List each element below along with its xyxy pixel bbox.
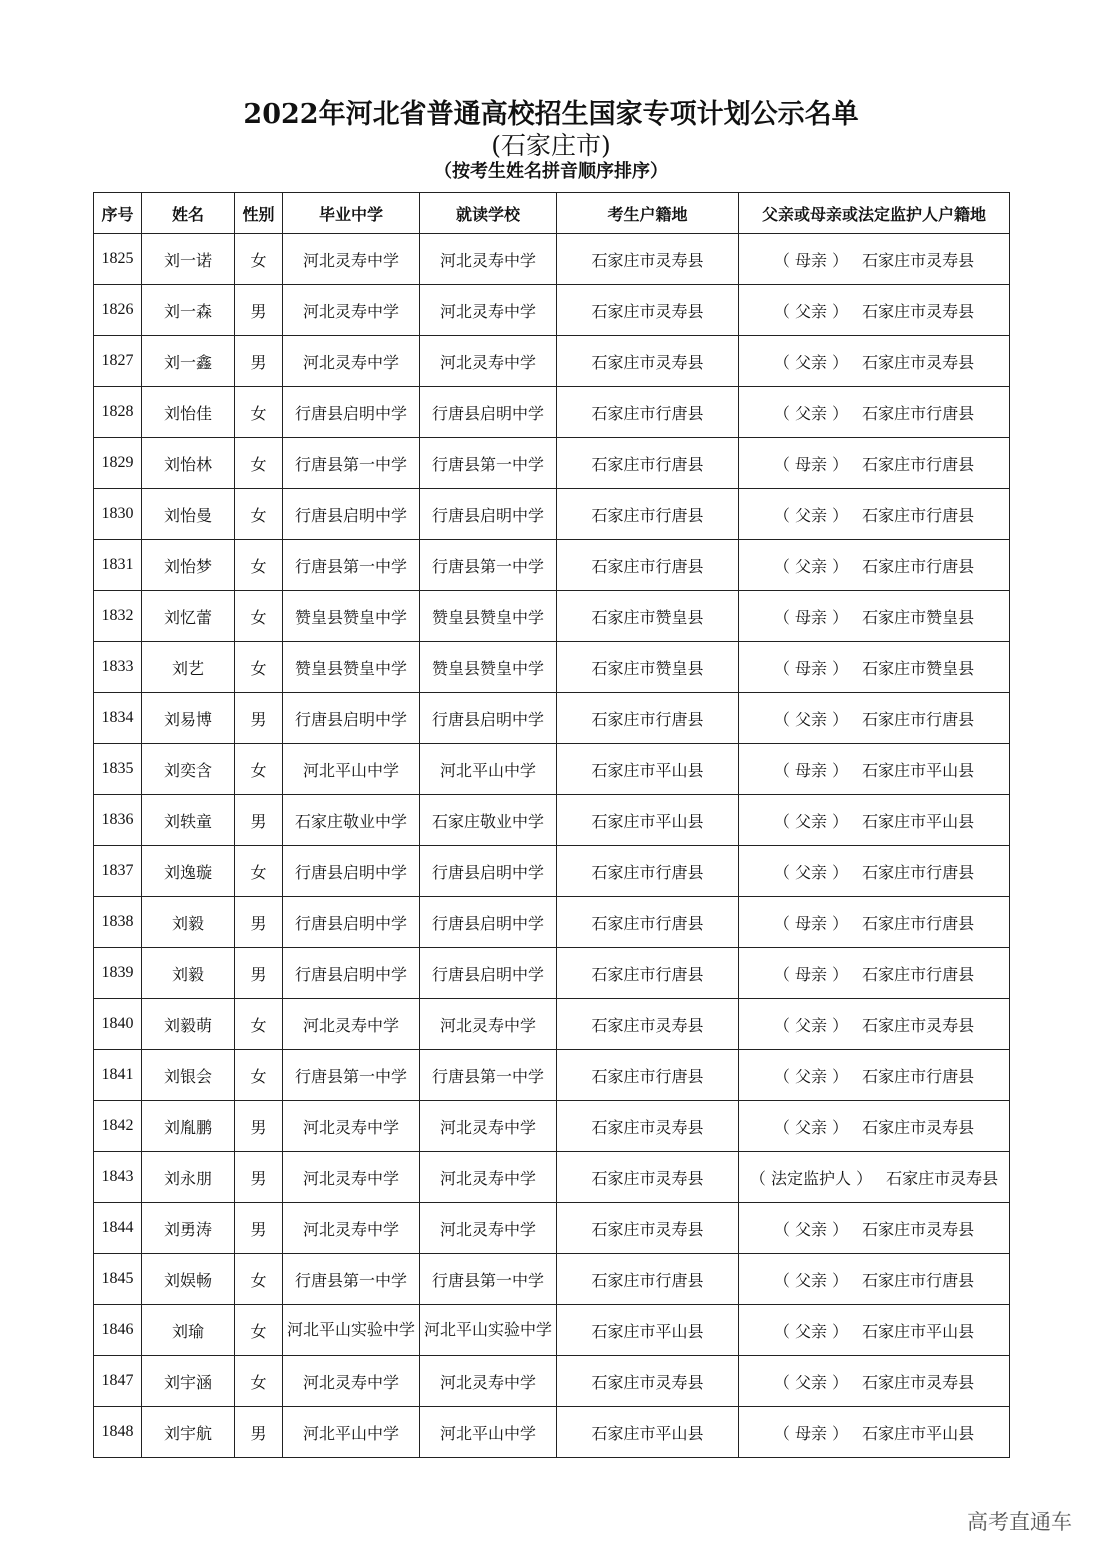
guardian-household-registration	[739, 234, 1010, 285]
student-household-registration: 石家庄市行唐县	[557, 489, 739, 540]
student-name: 刘忆蕾	[142, 591, 235, 642]
student-name: 刘怡林	[142, 438, 235, 489]
guardian-household-registration	[739, 336, 1010, 387]
gender: 女	[235, 591, 283, 642]
row-number: 1828	[94, 387, 142, 438]
current-school: 行唐县第一中学	[420, 540, 557, 591]
page-title: 2022年河北省普通高校招生国家专项计划公示名单	[243, 99, 859, 130]
current-school: 河北平山中学	[420, 1407, 557, 1458]
guardian-relation: （ 母亲 ）	[773, 913, 849, 933]
current-school: 行唐县第一中学	[420, 438, 557, 489]
guardian-relation: （ 父亲 ）	[773, 1270, 849, 1290]
table-row	[94, 234, 1010, 285]
guardian-location: 石家庄市灵寿县	[886, 1168, 999, 1188]
student-household-registration: 石家庄市行唐县	[557, 693, 739, 744]
graduation-school: 行唐县第一中学	[283, 1254, 420, 1305]
current-school: 河北平山实验中学	[420, 1305, 557, 1356]
graduation-school: 河北灵寿中学	[283, 234, 420, 285]
row-number: 1825	[94, 234, 142, 285]
student-household-registration: 石家庄市行唐县	[557, 438, 739, 489]
graduation-school: 行唐县启明中学	[283, 693, 420, 744]
current-school: 河北灵寿中学	[420, 999, 557, 1050]
guardian-household-registration	[739, 1305, 1010, 1356]
gender: 女	[235, 744, 283, 795]
student-household-registration: 石家庄市灵寿县	[557, 999, 739, 1050]
table-row	[94, 897, 1010, 948]
gender: 女	[235, 999, 283, 1050]
gender: 女	[235, 387, 283, 438]
student-household-registration: 石家庄市行唐县	[557, 540, 739, 591]
row-number: 1839	[94, 948, 142, 999]
student-name: 刘一鑫	[142, 336, 235, 387]
guardian-relation: （ 父亲 ）	[773, 1321, 849, 1341]
guardian-household-registration	[739, 1254, 1010, 1305]
student-household-registration: 石家庄市行唐县	[557, 387, 739, 438]
row-number: 1830	[94, 489, 142, 540]
student-household-registration: 石家庄市灵寿县	[557, 234, 739, 285]
gender: 女	[235, 1254, 283, 1305]
row-number: 1826	[94, 285, 142, 336]
guardian-household-registration	[739, 642, 1010, 693]
graduation-school: 河北平山中学	[283, 1407, 420, 1458]
graduation-school: 赞皇县赞皇中学	[283, 642, 420, 693]
graduation-school: 河北灵寿中学	[283, 1152, 420, 1203]
guardian-location: 石家庄市灵寿县	[862, 1015, 975, 1035]
student-household-registration: 石家庄市赞皇县	[557, 591, 739, 642]
guardian-location: 石家庄市行唐县	[862, 1270, 975, 1290]
student-household-registration: 石家庄市行唐县	[557, 897, 739, 948]
gender: 女	[235, 234, 283, 285]
graduation-school: 河北平山中学	[283, 744, 420, 795]
graduation-school: 行唐县启明中学	[283, 387, 420, 438]
page-subtitle: (石家庄市)	[491, 131, 611, 160]
current-school: 河北平山中学	[420, 744, 557, 795]
guardian-relation: （ 母亲 ）	[773, 964, 849, 984]
table-row	[94, 387, 1010, 438]
student-household-registration: 石家庄市灵寿县	[557, 1356, 739, 1407]
graduation-school: 河北灵寿中学	[283, 999, 420, 1050]
gender: 男	[235, 285, 283, 336]
guardian-household-registration	[739, 1407, 1010, 1458]
table-header-row	[94, 193, 1010, 234]
table-row	[94, 1356, 1010, 1407]
current-school: 河北灵寿中学	[420, 1101, 557, 1152]
guardian-relation: （ 父亲 ）	[773, 505, 849, 525]
current-school: 行唐县第一中学	[420, 1254, 557, 1305]
student-household-registration: 石家庄市灵寿县	[557, 1152, 739, 1203]
column-header: 毕业中学	[283, 193, 420, 234]
guardian-household-registration	[739, 999, 1010, 1050]
guardian-location: 石家庄市灵寿县	[862, 1117, 975, 1137]
table-row	[94, 438, 1010, 489]
column-header: 就读学校	[420, 193, 557, 234]
table-row	[94, 999, 1010, 1050]
guardian-relation: （ 法定监护人 ）	[749, 1168, 873, 1188]
gender: 女	[235, 438, 283, 489]
student-household-registration: 石家庄市赞皇县	[557, 642, 739, 693]
guardian-relation: （ 父亲 ）	[773, 301, 849, 321]
guardian-location: 石家庄市行唐县	[862, 913, 975, 933]
current-school: 河北灵寿中学	[420, 1203, 557, 1254]
row-number: 1832	[94, 591, 142, 642]
row-number: 1843	[94, 1152, 142, 1203]
guardian-household-registration	[739, 540, 1010, 591]
row-number: 1837	[94, 846, 142, 897]
guardian-household-registration	[739, 1152, 1010, 1203]
student-name: 刘毅	[142, 897, 235, 948]
current-school: 石家庄敬业中学	[420, 795, 557, 846]
guardian-relation: （ 父亲 ）	[773, 403, 849, 423]
guardian-relation: （ 母亲 ）	[773, 250, 849, 270]
guardian-household-registration	[739, 438, 1010, 489]
current-school: 赞皇县赞皇中学	[420, 642, 557, 693]
guardian-location: 石家庄市行唐县	[862, 964, 975, 984]
gender: 男	[235, 336, 283, 387]
student-household-registration: 石家庄市平山县	[557, 1305, 739, 1356]
guardian-location: 石家庄市赞皇县	[862, 658, 975, 678]
graduation-school: 赞皇县赞皇中学	[283, 591, 420, 642]
current-school: 河北灵寿中学	[420, 1356, 557, 1407]
table-row	[94, 1305, 1010, 1356]
student-household-registration: 石家庄市平山县	[557, 744, 739, 795]
guardian-household-registration	[739, 744, 1010, 795]
student-household-registration: 石家庄市行唐县	[557, 948, 739, 999]
column-header: 性别	[235, 193, 283, 234]
current-school: 河北灵寿中学	[420, 336, 557, 387]
guardian-relation: （ 父亲 ）	[773, 1066, 849, 1086]
guardian-location: 石家庄市灵寿县	[862, 1372, 975, 1392]
graduation-school: 行唐县第一中学	[283, 1050, 420, 1101]
student-name: 刘娱畅	[142, 1254, 235, 1305]
graduation-school: 河北平山实验中学	[283, 1305, 420, 1356]
guardian-relation: （ 母亲 ）	[773, 1423, 849, 1443]
current-school: 行唐县启明中学	[420, 489, 557, 540]
student-household-registration: 石家庄市灵寿县	[557, 1101, 739, 1152]
table-row	[94, 846, 1010, 897]
graduation-school: 行唐县启明中学	[283, 489, 420, 540]
guardian-household-registration	[739, 897, 1010, 948]
student-name: 刘毅萌	[142, 999, 235, 1050]
guardian-household-registration	[739, 285, 1010, 336]
student-name: 刘一诺	[142, 234, 235, 285]
guardian-household-registration	[739, 795, 1010, 846]
row-number: 1845	[94, 1254, 142, 1305]
table-row	[94, 693, 1010, 744]
guardian-household-registration	[739, 1356, 1010, 1407]
guardian-relation: （ 父亲 ）	[773, 1219, 849, 1239]
guardian-relation: （ 父亲 ）	[773, 1372, 849, 1392]
guardian-relation: （ 父亲 ）	[773, 1015, 849, 1035]
table-row	[94, 336, 1010, 387]
student-household-registration: 石家庄市行唐县	[557, 1254, 739, 1305]
current-school: 行唐县启明中学	[420, 846, 557, 897]
gender: 女	[235, 1356, 283, 1407]
sort-note: （按考生姓名拼音顺序排序）	[434, 161, 668, 182]
guardian-household-registration	[739, 489, 1010, 540]
student-name: 刘毅	[142, 948, 235, 999]
guardian-relation: （ 母亲 ）	[773, 658, 849, 678]
guardian-location: 石家庄市行唐县	[862, 403, 975, 423]
current-school: 行唐县第一中学	[420, 1050, 557, 1101]
student-name: 刘永朋	[142, 1152, 235, 1203]
gender: 男	[235, 693, 283, 744]
graduation-school: 河北灵寿中学	[283, 285, 420, 336]
guardian-household-registration	[739, 846, 1010, 897]
student-name: 刘逸璇	[142, 846, 235, 897]
guardian-relation: （ 母亲 ）	[773, 607, 849, 627]
guardian-location: 石家庄市行唐县	[862, 505, 975, 525]
table-row	[94, 1152, 1010, 1203]
student-name: 刘宇涵	[142, 1356, 235, 1407]
guardian-location: 石家庄市灵寿县	[862, 1219, 975, 1239]
gender: 男	[235, 948, 283, 999]
guardian-household-registration	[739, 1203, 1010, 1254]
guardian-location: 石家庄市行唐县	[862, 454, 975, 474]
guardian-relation: （ 父亲 ）	[773, 1117, 849, 1137]
guardian-location: 石家庄市行唐县	[862, 1066, 975, 1086]
gender: 男	[235, 1101, 283, 1152]
graduation-school: 石家庄敬业中学	[283, 795, 420, 846]
student-name: 刘瑜	[142, 1305, 235, 1356]
guardian-location: 石家庄市赞皇县	[862, 607, 975, 627]
row-number: 1834	[94, 693, 142, 744]
graduation-school: 河北灵寿中学	[283, 1356, 420, 1407]
table-row	[94, 285, 1010, 336]
gender: 男	[235, 1152, 283, 1203]
guardian-relation: （ 父亲 ）	[773, 862, 849, 882]
guardian-relation: （ 父亲 ）	[773, 811, 849, 831]
guardian-relation: （ 母亲 ）	[773, 760, 849, 780]
gender: 女	[235, 1050, 283, 1101]
row-number: 1829	[94, 438, 142, 489]
current-school: 河北灵寿中学	[420, 234, 557, 285]
guardian-location: 石家庄市平山县	[862, 811, 975, 831]
student-name: 刘一森	[142, 285, 235, 336]
student-name: 刘怡曼	[142, 489, 235, 540]
admission-list-table	[93, 192, 1010, 1458]
guardian-location: 石家庄市灵寿县	[862, 352, 975, 372]
student-name: 刘胤鹏	[142, 1101, 235, 1152]
table-row	[94, 540, 1010, 591]
graduation-school: 河北灵寿中学	[283, 1203, 420, 1254]
guardian-relation: （ 父亲 ）	[773, 352, 849, 372]
watermark: 高考直通车	[967, 1510, 1072, 1534]
student-household-registration: 石家庄市灵寿县	[557, 285, 739, 336]
graduation-school: 行唐县第一中学	[283, 540, 420, 591]
gender: 男	[235, 1407, 283, 1458]
current-school: 行唐县启明中学	[420, 387, 557, 438]
guardian-location: 石家庄市平山县	[862, 1321, 975, 1341]
table-row	[94, 489, 1010, 540]
column-header: 父亲或母亲或法定监护人户籍地	[739, 193, 1010, 234]
gender: 女	[235, 846, 283, 897]
guardian-location: 石家庄市行唐县	[862, 709, 975, 729]
row-number: 1827	[94, 336, 142, 387]
student-household-registration: 石家庄市平山县	[557, 795, 739, 846]
student-household-registration: 石家庄市灵寿县	[557, 336, 739, 387]
row-number: 1833	[94, 642, 142, 693]
row-number: 1840	[94, 999, 142, 1050]
gender: 女	[235, 540, 283, 591]
guardian-household-registration	[739, 591, 1010, 642]
table-row	[94, 1254, 1010, 1305]
row-number: 1841	[94, 1050, 142, 1101]
current-school: 河北灵寿中学	[420, 285, 557, 336]
graduation-school: 行唐县第一中学	[283, 438, 420, 489]
gender: 男	[235, 1203, 283, 1254]
row-number: 1847	[94, 1356, 142, 1407]
row-number: 1831	[94, 540, 142, 591]
guardian-location: 石家庄市平山县	[862, 760, 975, 780]
student-name: 刘奕含	[142, 744, 235, 795]
guardian-household-registration	[739, 948, 1010, 999]
guardian-location: 石家庄市平山县	[862, 1423, 975, 1443]
student-name: 刘银会	[142, 1050, 235, 1101]
current-school: 行唐县启明中学	[420, 948, 557, 999]
table-row	[94, 591, 1010, 642]
gender: 女	[235, 642, 283, 693]
current-school: 赞皇县赞皇中学	[420, 591, 557, 642]
guardian-location: 石家庄市行唐县	[862, 556, 975, 576]
student-name: 刘怡梦	[142, 540, 235, 591]
graduation-school: 行唐县启明中学	[283, 948, 420, 999]
table-row	[94, 1101, 1010, 1152]
gender: 男	[235, 897, 283, 948]
current-school: 行唐县启明中学	[420, 897, 557, 948]
row-number: 1836	[94, 795, 142, 846]
guardian-household-registration	[739, 1101, 1010, 1152]
student-name: 刘宇航	[142, 1407, 235, 1458]
table-row	[94, 1203, 1010, 1254]
graduation-school: 行唐县启明中学	[283, 846, 420, 897]
graduation-school: 河北灵寿中学	[283, 1101, 420, 1152]
student-name: 刘勇涛	[142, 1203, 235, 1254]
student-household-registration: 石家庄市平山县	[557, 1407, 739, 1458]
guardian-location: 石家庄市行唐县	[862, 862, 975, 882]
table-row	[94, 1050, 1010, 1101]
row-number: 1838	[94, 897, 142, 948]
guardian-household-registration	[739, 693, 1010, 744]
guardian-location: 石家庄市灵寿县	[862, 250, 975, 270]
guardian-relation: （ 父亲 ）	[773, 709, 849, 729]
table-row	[94, 744, 1010, 795]
graduation-school: 行唐县启明中学	[283, 897, 420, 948]
guardian-household-registration	[739, 387, 1010, 438]
table-row	[94, 1407, 1010, 1458]
gender: 男	[235, 795, 283, 846]
column-header: 考生户籍地	[557, 193, 739, 234]
current-school: 河北灵寿中学	[420, 1152, 557, 1203]
graduation-school: 河北灵寿中学	[283, 336, 420, 387]
row-number: 1846	[94, 1305, 142, 1356]
column-header: 序号	[94, 193, 142, 234]
row-number: 1844	[94, 1203, 142, 1254]
guardian-location: 石家庄市灵寿县	[862, 301, 975, 321]
student-name: 刘易博	[142, 693, 235, 744]
row-number: 1842	[94, 1101, 142, 1152]
column-header: 姓名	[142, 193, 235, 234]
row-number: 1848	[94, 1407, 142, 1458]
gender: 女	[235, 489, 283, 540]
student-household-registration: 石家庄市行唐县	[557, 846, 739, 897]
student-name: 刘怡佳	[142, 387, 235, 438]
student-household-registration: 石家庄市行唐县	[557, 1050, 739, 1101]
guardian-relation: （ 母亲 ）	[773, 454, 849, 474]
guardian-household-registration	[739, 1050, 1010, 1101]
student-name: 刘轶童	[142, 795, 235, 846]
guardian-relation: （ 父亲 ）	[773, 556, 849, 576]
student-name: 刘艺	[142, 642, 235, 693]
row-number: 1835	[94, 744, 142, 795]
current-school: 行唐县启明中学	[420, 693, 557, 744]
table-row	[94, 948, 1010, 999]
table-row	[94, 642, 1010, 693]
gender: 女	[235, 1305, 283, 1356]
student-household-registration: 石家庄市灵寿县	[557, 1203, 739, 1254]
table-row	[94, 795, 1010, 846]
